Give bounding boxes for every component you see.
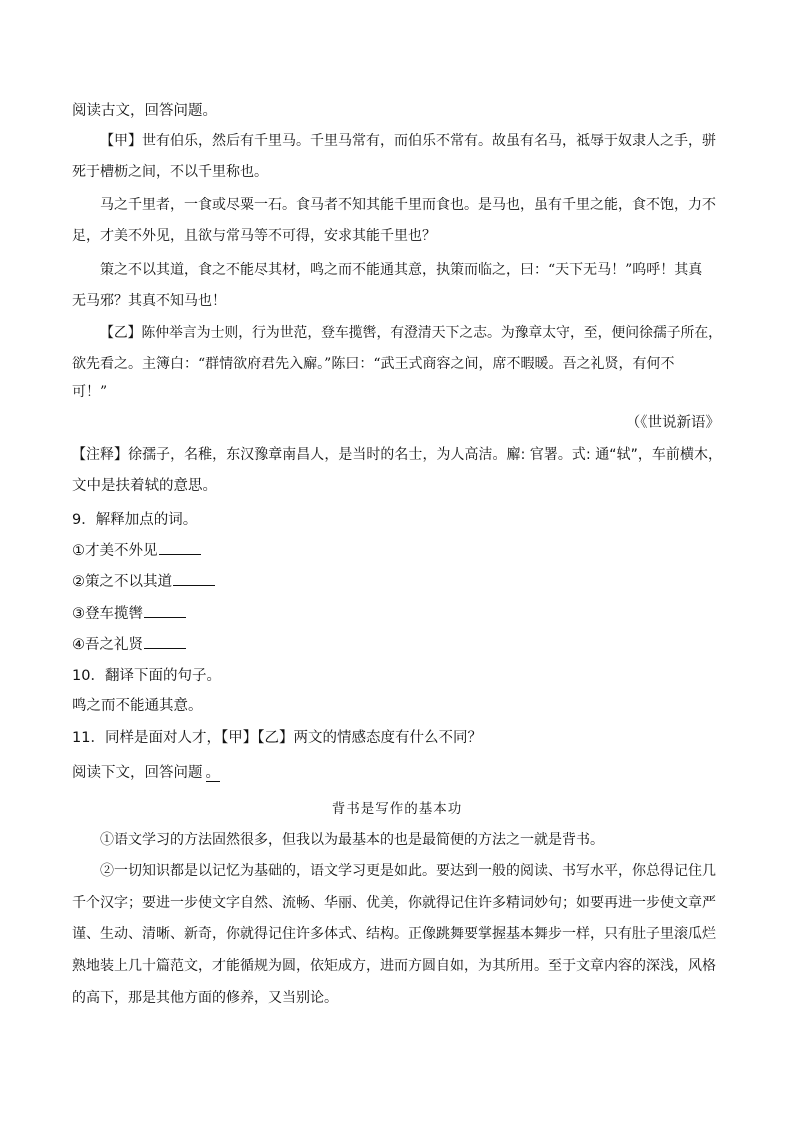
note-line1: 【注释】徐孺子，名稚，东汉豫章南昌人，是当时的名士，为人高洁。廨: 官署。式: 通“轼”，车前横木， bbox=[72, 447, 723, 463]
question-11: 11．同样是面对人才，【甲】【乙】两文的情感态度有什么不同？ bbox=[72, 730, 482, 746]
article-p2-line5: 的高下，那是其他方面的修养，又当别论。 bbox=[72, 990, 338, 1006]
passage-jia-p2-line1: 马之千里者，一食或尽粟一石。食马者不知其能千里而食也。是马也，虽有千里之能，食不饱，力不 bbox=[100, 197, 716, 213]
passage-jia-p1-line2: 死于槽枥之间，不以千里称也。 bbox=[72, 164, 268, 180]
passage-jia-p3-line2: 无马邪？其真不知马也！ bbox=[72, 293, 226, 309]
note-line2: 文中是扶着轼的意思。 bbox=[72, 478, 217, 494]
passage-jia-p1-line1: 【甲】世有伯乐，然后有千里马。千里马常有，而伯乐不常有。故虽有名马，祗辱于奴隶人之手，骈 bbox=[100, 133, 716, 149]
passage-yi-line1: 【乙】陈仲举言为士则，行为世范，登车揽辔，有澄清天下之志。为豫章太守，至，便问徐孺子所在， bbox=[100, 325, 722, 341]
article-p2-line4: 熟地装上几十篇范文，才能循规为圆，依矩成方，进而方圆自如，为其所用。至于文章内容的深浅，风格 bbox=[72, 958, 716, 974]
instruction-1: 阅读古文，回答问题。 bbox=[72, 103, 217, 119]
question-9-item-1: ①才美不外见 bbox=[72, 539, 201, 560]
passage-jia-p3-line1: 策之不以其道，食之不能尽其材，鸣之而不能通其意，执策而临之，曰：“天下无马！”呜呼！其真 bbox=[100, 262, 703, 278]
passage-jia-p2-line2: 足，才美不外见，且欲与常马等不可得，安求其能千里也？ bbox=[72, 228, 436, 244]
answer-blank[interactable] bbox=[173, 573, 215, 586]
article-p2-line1: ②一切知识都是以记忆为基础的，语文学习更是如此。要达到一般的阅读、书写水平，你总得记住几 bbox=[100, 863, 716, 879]
article-title: 背书是写作的基本功 bbox=[331, 801, 463, 817]
passage-yi-line3: 可！” bbox=[72, 384, 108, 400]
answer-blank[interactable] bbox=[144, 605, 186, 618]
question-9-item-4: ④吾之礼贤 bbox=[72, 633, 186, 654]
question-10-sentence: 鸣之而不能通其意。 bbox=[72, 698, 203, 714]
question-9-item-3: ③登车揽辔 bbox=[72, 602, 186, 623]
question-9: 9．解释加点的词。 bbox=[72, 512, 198, 528]
source-citation: （《世说新语》 bbox=[625, 415, 720, 431]
question-9-item-2: ②策之不以其道 bbox=[72, 570, 215, 591]
article-p2-line2: 千个汉字；要进一步使文字自然、流畅、华丽、优美，你就得记住许多精词妙句；如要再进一步使文章严 bbox=[72, 895, 716, 911]
article-p2-line3: 谨、生动、清晰、新奇，你就得记住许多体式、结构。正像跳舞要掌握基本舞步一样，只有肚子里滚瓜烂 bbox=[72, 926, 716, 942]
answer-blank[interactable] bbox=[159, 542, 201, 555]
instruction-2: 阅读下文，回答问题 。 bbox=[72, 765, 220, 781]
article-p1: ①语文学习的方法固然很多，但我以为最基本的也是最简便的方法之一就是背书。 bbox=[100, 832, 604, 848]
passage-yi-line2: 欲先看之。主簿白：“群情欲府君先入廨。”陈曰：“武王式商容之间，席不暇暖。吾之礼贤，有何不 bbox=[72, 356, 675, 372]
question-10: 10．翻译下面的句子。 bbox=[72, 668, 221, 684]
answer-blank[interactable] bbox=[144, 636, 186, 649]
